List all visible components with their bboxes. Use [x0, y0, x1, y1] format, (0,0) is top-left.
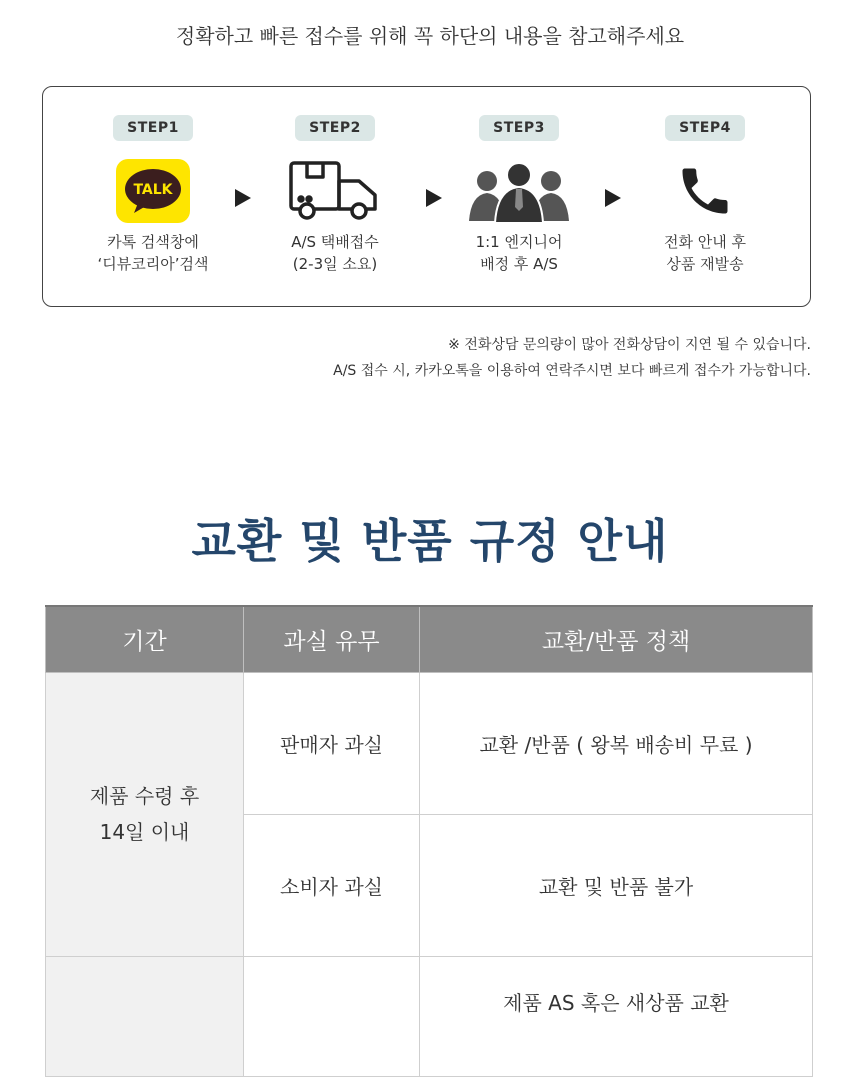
notice-line-2: A/S 접수 시, 카카오톡을 이용하여 연락주시면 보다 빠르게 접수가 가능합니다. [333, 363, 811, 379]
step-description: 1:1 엔지니어 배정 후 A/S [475, 233, 563, 273]
fault-cell: 판매자 과실 [244, 672, 420, 814]
kakaotalk-icon [103, 155, 203, 227]
header-fault: 과실 유무 [244, 606, 420, 672]
step-2 [245, 87, 425, 275]
step-badge: STEP1 [113, 115, 193, 141]
header-period: 기간 [46, 606, 244, 672]
step-1 [63, 87, 243, 275]
delivery-truck-icon [285, 155, 385, 227]
svg-text:TALK: TALK [133, 182, 173, 198]
fault-cell [244, 956, 420, 1076]
phone-icon [655, 155, 755, 227]
as-process-steps [42, 86, 811, 307]
period-cell: 제품 수령 후 14일 이내 [46, 672, 244, 956]
step-description: 전화 안내 후 상품 재발송 [664, 233, 746, 273]
policy-cell: 교환 및 반품 불가 [420, 814, 813, 956]
step-4 [615, 87, 795, 275]
step-3 [429, 87, 609, 275]
engineers-icon [469, 155, 569, 227]
step-description: 카톡 검색창에 ‘디뷰코리아’검색 [97, 233, 209, 273]
fault-cell: 소비자 과실 [244, 814, 420, 956]
exchange-return-policy-table [45, 605, 813, 1077]
notice [333, 332, 811, 384]
table-row [46, 956, 813, 1076]
step-description: A/S 택배접수 (2-3일 소요) [291, 233, 379, 273]
notice-line-1: ※ 전화상담 문의량이 많아 전화상담이 지연 될 수 있습니다. [448, 337, 811, 353]
table-row [46, 672, 813, 814]
step-badge: STEP4 [665, 115, 745, 141]
intro-text: 정확하고 빠른 접수를 위해 꼭 하단의 내용을 참고해주세요 [175, 24, 685, 48]
step-badge: STEP3 [479, 115, 559, 141]
policy-cell: 교환 /반품 ( 왕복 배송비 무료 ) [420, 672, 813, 814]
section-title: 교환 및 반품 규정 안내 [191, 514, 669, 568]
step-badge: STEP2 [295, 115, 375, 141]
policy-cell: 제품 AS 혹은 새상품 교환 [420, 956, 813, 1076]
header-policy: 교환/반품 정책 [420, 606, 813, 672]
table-header-row [46, 606, 813, 672]
period-cell [46, 956, 244, 1076]
